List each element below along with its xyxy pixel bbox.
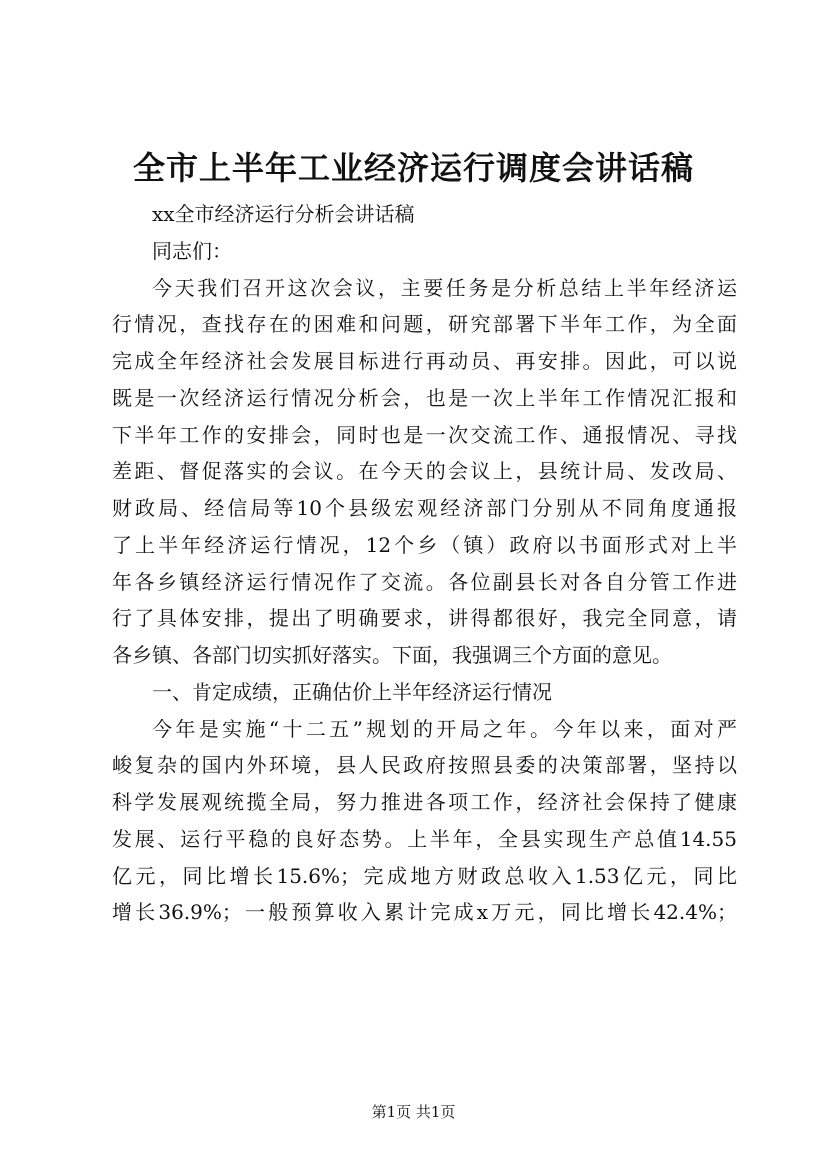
body-line: 今年是实施“十二五”规划的开局之年。今年以来，面对严 (152, 716, 737, 741)
body-line: xx全市经济运行分析会讲话稿 (152, 202, 415, 226)
body-line: 一、肯定成绩，正确估价上半年经济运行情况 (152, 679, 552, 704)
body-line: 同志们： (152, 238, 232, 263)
body-line: 今天我们召开这次会议，主要任务是分析总结上半年经济运 (152, 275, 737, 300)
document-title: 全市上半年工业经济运行调度会讲话稿 (132, 149, 694, 187)
body-line: 差距、督促落实的会议。在今天的会议上，县统计局、发改局、 (112, 459, 737, 484)
body-line: 财政局、经信局等10个县级宏观经济部门分别从不同角度通报 (112, 496, 737, 520)
body-line: 峻复杂的国内外环境，县人民政府按照县委的决策部署，坚持以 (112, 753, 737, 778)
body-line: 亿元，同比增长15.6%；完成地方财政总收入1.53亿元，同比 (112, 863, 737, 888)
page-footer: 第1页 共1页 (371, 1103, 456, 1121)
body-line: 下半年工作的安排会，同时也是一次交流工作、通报情况、寻找 (112, 422, 737, 447)
body-line: 既是一次经济运行情况分析会，也是一次上半年工作情况汇报和 (112, 385, 737, 410)
body-line: 发展、运行平稳的良好态势。上半年，全县实现生产总值14.55 (112, 826, 737, 851)
body-line: 各乡镇、各部门切实抓好落实。下面，我强调三个方面的意见。 (112, 643, 672, 667)
document-body (112, 196, 737, 931)
body-line: 科学发展观统揽全局，努力推进各项工作，经济社会保持了健康 (112, 790, 737, 814)
body-line: 行了具体安排，提出了明确要求，讲得都很好，我完全同意，请 (112, 606, 737, 631)
body-line: 年各乡镇经济运行情况作了交流。各位副县长对各自分管工作进 (112, 569, 737, 594)
body-line: 了上半年经济运行情况，12个乡（镇）政府以书面形式对上半 (112, 532, 737, 557)
body-line: 增长36.9%；一般预算收入累计完成x万元，同比增长42.4%； (112, 900, 737, 925)
body-line: 行情况，查找存在的困难和问题，研究部署下半年工作，为全面 (112, 312, 737, 337)
body-line: 完成全年经济社会发展目标进行再动员、再安排。因此，可以说 (112, 349, 737, 373)
